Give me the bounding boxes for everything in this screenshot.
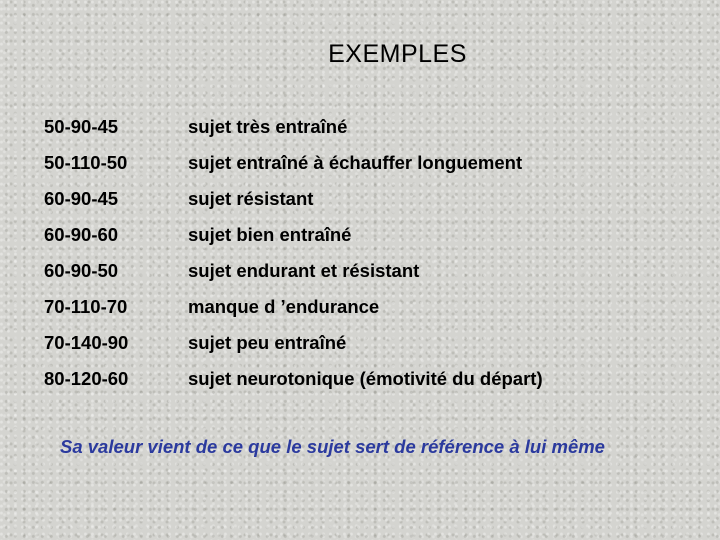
slide-title [0,40,720,69]
example-code: 70-110-70 [44,296,128,317]
example-code: 50-90-45 [44,116,119,137]
example-code: 80-120-60 [44,368,129,389]
example-code: 70-140-90 [44,332,129,353]
slide-title-text: EXEMPLES [328,40,467,68]
example-description: sujet entraîné à échauffer longuement [188,152,523,173]
example-description: sujet très entraîné [188,116,348,137]
example-description: sujet neurotonique (émotivité du départ) [188,368,543,389]
example-code: 60-90-50 [44,260,119,281]
example-description: sujet peu entraîné [188,332,347,353]
example-description: sujet résistant [188,188,314,209]
example-code: 50-110-50 [44,152,128,173]
example-description: manque d ’endurance [188,296,380,317]
reference-note: Sa valeur vient de ce que le sujet sert de référence à lui même [60,436,605,457]
example-code: 60-90-45 [44,188,119,209]
example-description: sujet bien entraîné [188,224,352,245]
example-code: 60-90-60 [44,224,119,245]
example-description: sujet endurant et résistant [188,260,420,281]
